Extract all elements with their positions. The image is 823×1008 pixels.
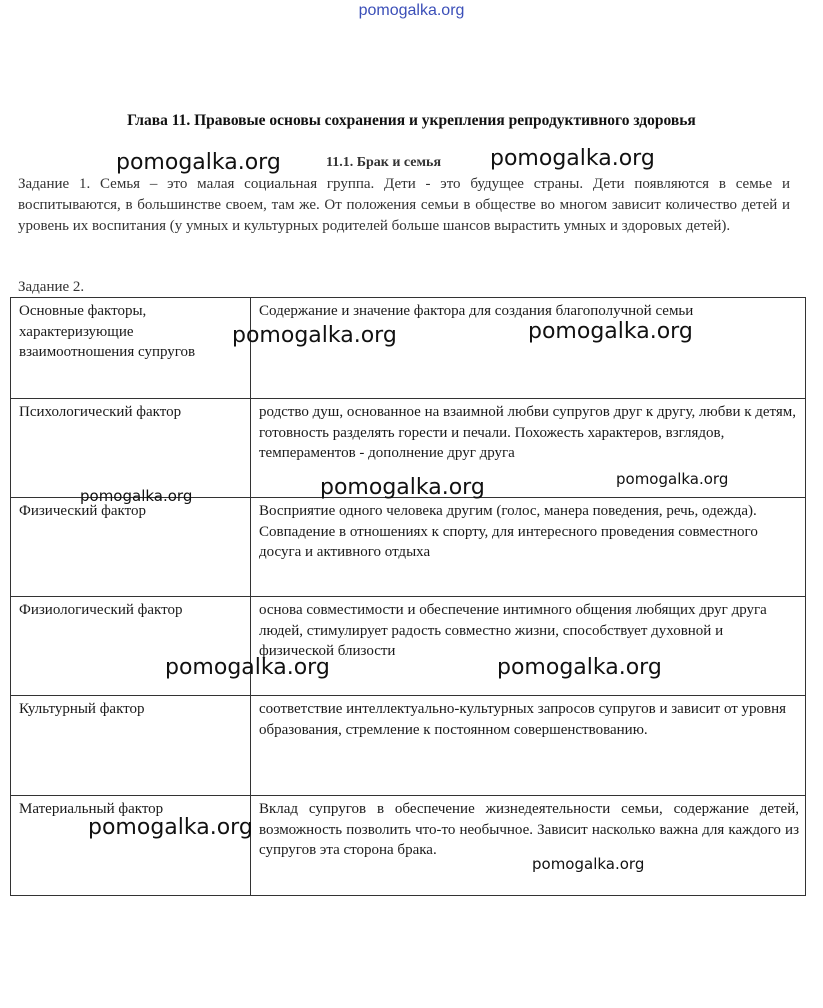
factor-cell: Культурный фактор: [11, 696, 251, 796]
factor-cell: Физический фактор: [11, 498, 251, 597]
watermark: pomogalka.org: [320, 475, 485, 500]
task-1-text: Задание 1. Семья – это малая социальная группа. Дети - это будущее страны. Дети появляются в семье и воспитываются, в большинстве своем, там же. От положения семьи в обществе во многом зависит количество детей и уровень их воспитания (у умных и культурных родителей больше шансов вырастить умных и здоровых детей).: [18, 176, 790, 234]
table-row: [11, 696, 806, 796]
task-2-label: Задание 2.: [18, 279, 85, 295]
watermark: pomogalka.org: [165, 655, 330, 680]
chapter-title: Глава 11. Правовые основы сохранения и укрепления репродуктивного здоровья: [127, 112, 696, 129]
table-header-row: [11, 298, 806, 399]
content-cell: основа совместимости и обеспечение интимного общения любящих друг друга людей, стимулирует радость совместно жизни, способствует духовной и физической близости: [251, 597, 806, 696]
table-row: [11, 597, 806, 696]
watermark: pomogalka.org: [532, 855, 645, 873]
content-cell: Восприятие одного человека другим (голос, манера поведения, речь, одежда). Совпадение в отношениях к спорту, для интересного проведения совместного досуга и активного отдыха: [251, 498, 806, 597]
header-cell-content: Содержание и значение фактора для создания благополучной семьи: [251, 298, 806, 399]
watermark: pomogalka.org: [116, 150, 281, 175]
content-cell: Вклад супругов в обеспечение жизнедеятельности семьи, содержание детей, возможность позволить что-то необычное. Зависит насколько важна для каждого из супругов эта сторона брака.: [251, 796, 806, 896]
watermark: pomogalka.org: [616, 470, 729, 488]
watermark: pomogalka.org: [80, 487, 193, 505]
table-row: [11, 498, 806, 597]
watermark: pomogalka.org: [88, 815, 253, 840]
factors-table: [10, 297, 806, 896]
content-cell: родство душ, основанное на взаимной любви супругов друг к другу, любви к детям, готовность разделять горести и печали. Похожесть характеров, взглядов, темпераментов - дополнение друг друга: [251, 399, 806, 498]
factor-cell: Материальный фактор: [11, 796, 251, 896]
watermark: pomogalka.org: [490, 146, 655, 171]
header-cell-factors: Основные факторы, характеризующие взаимоотношения супругов: [11, 298, 251, 399]
content-cell: соответствие интеллектуально-культурных запросов супругов и зависит от уровня образования, стремление к постоянном совершенствованию.: [251, 696, 806, 796]
site-header-link[interactable]: pomogalka.org: [358, 2, 465, 19]
watermark: pomogalka.org: [497, 655, 662, 680]
factor-cell: Физиологический фактор: [11, 597, 251, 696]
table-row: [11, 796, 806, 896]
factor-cell: Психологический фактор: [11, 399, 251, 498]
section-title: 11.1. Брак и семья: [326, 155, 442, 170]
watermark: pomogalka.org: [528, 319, 693, 344]
watermark: pomogalka.org: [232, 323, 397, 348]
